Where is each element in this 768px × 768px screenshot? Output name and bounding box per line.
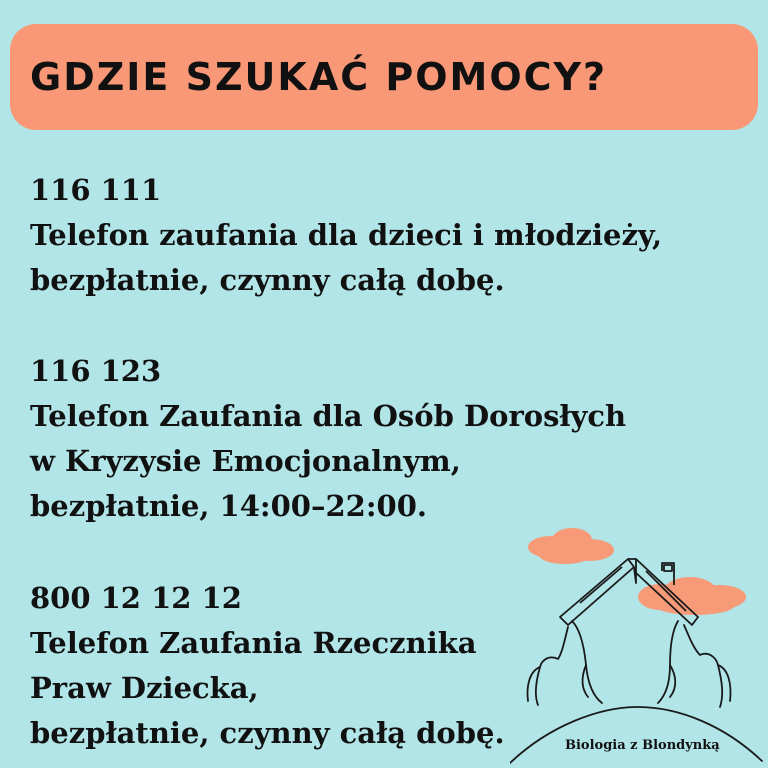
helpline-description: bezpłatnie, czynny całą dobę.	[30, 263, 505, 297]
helpline-description: Telefon zaufania dla dzieci i młodzieży,	[30, 218, 663, 252]
helpline-description: bezpłatnie, czynny całą dobę.	[30, 716, 505, 750]
hands-house-icon	[510, 525, 768, 768]
brand-signature: Biologia z Blondynką	[565, 738, 720, 753]
helpline-entry	[30, 168, 662, 303]
helpline-description: Telefon Zaufania dla Osób Dorosłych	[30, 399, 627, 433]
helpline-number: 800 12 12 12	[30, 581, 242, 615]
helpline-entry	[30, 576, 505, 756]
helpline-description: Praw Dziecka,	[30, 671, 259, 705]
cloud-icon	[638, 577, 746, 615]
helpline-description: Telefon Zaufania Rzecznika	[30, 626, 477, 660]
cloud-icon	[528, 528, 614, 564]
header-banner	[10, 24, 758, 130]
helpline-description: w Kryzysie Emocjonalnym,	[30, 444, 461, 478]
helpline-number: 116 123	[30, 354, 162, 388]
page-title: GDZIE SZUKAĆ POMOCY?	[30, 55, 608, 99]
helpline-number: 116 111	[30, 173, 162, 207]
helpline-entry	[30, 349, 626, 529]
helpline-description: bezpłatnie, 14:00–22:00.	[30, 489, 427, 523]
